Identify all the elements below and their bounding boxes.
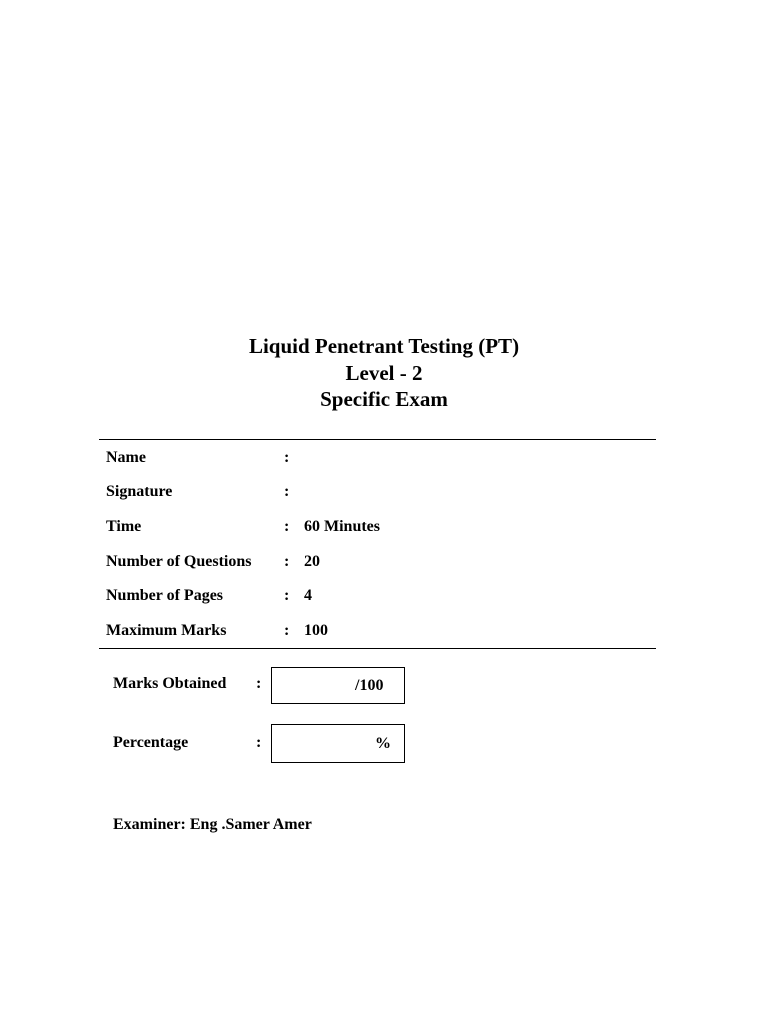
info-colon: : [284, 587, 290, 604]
marks-obtained-colon: : [256, 675, 262, 692]
bottom-divider [99, 648, 656, 649]
info-label: Number of Pages [106, 587, 224, 604]
info-colon: : [284, 553, 290, 570]
info-value: 100 [304, 622, 328, 639]
info-label: Maximum Marks [106, 622, 227, 639]
info-label: Time [106, 518, 142, 535]
info-label: Number of Questions [106, 553, 252, 570]
exam-type: Specific Exam [320, 387, 448, 411]
percentage-colon: : [256, 734, 262, 751]
top-divider [99, 439, 656, 440]
info-label: Name [106, 449, 146, 466]
marks-obtained-label: Marks Obtained [113, 675, 227, 692]
exam-title: Liquid Penetrant Testing (PT) [248, 334, 520, 358]
percentage-value: % [375, 734, 391, 752]
info-colon: : [284, 518, 290, 535]
info-colon: : [284, 449, 290, 466]
examiner-line: Examiner: Eng .Samer Amer [113, 816, 312, 833]
marks-obtained-box[interactable] [271, 667, 405, 704]
exam-title-block [0, 333, 768, 413]
info-value: 20 [304, 553, 320, 570]
info-label: Signature [106, 483, 173, 500]
info-value: 4 [304, 587, 312, 604]
info-colon: : [284, 483, 290, 500]
marks-obtained-value: /100 [355, 676, 384, 694]
exam-level: Level - 2 [345, 360, 423, 385]
info-value: 60 Minutes [304, 518, 380, 535]
percentage-label: Percentage [113, 734, 189, 751]
percentage-box[interactable] [271, 724, 405, 763]
info-colon: : [284, 622, 290, 639]
